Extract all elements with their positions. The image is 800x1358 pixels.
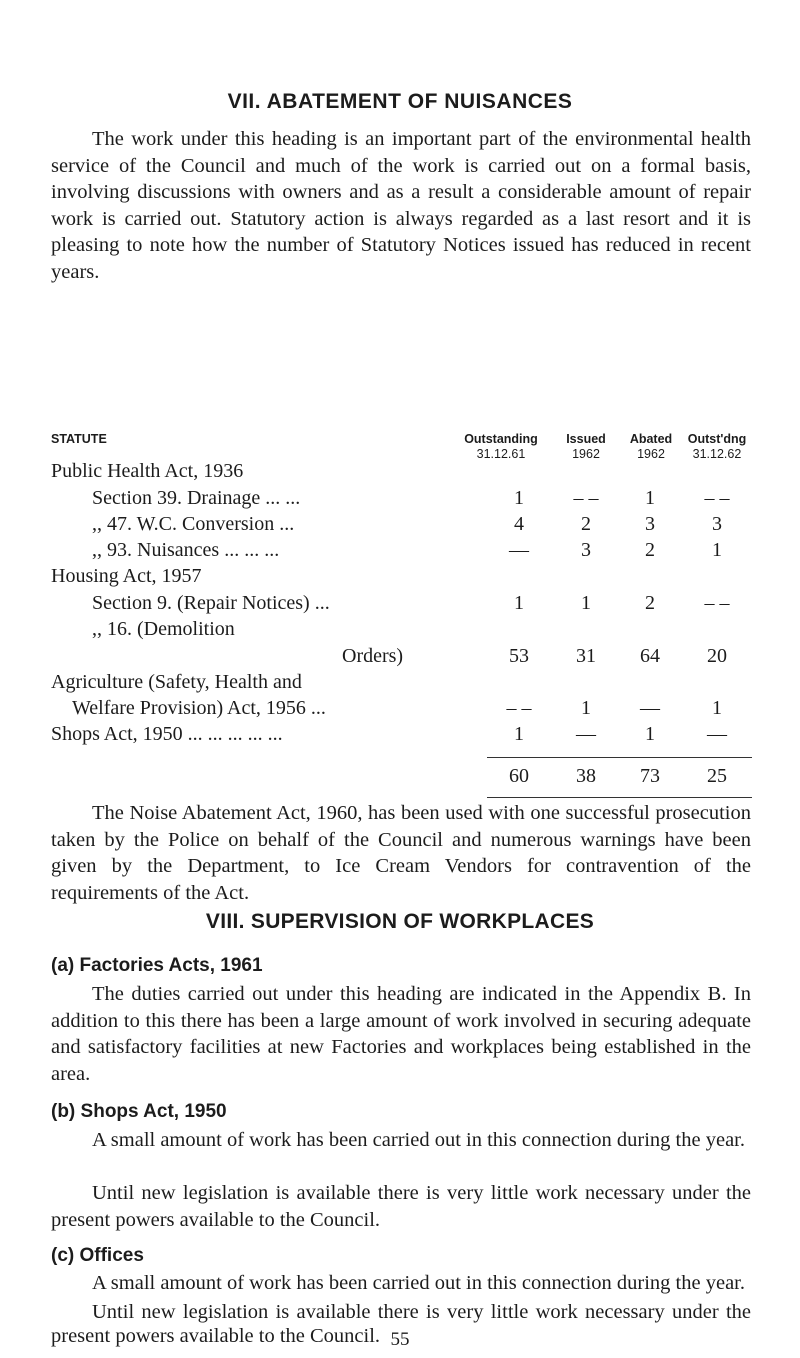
cell-issued: 2 [581, 513, 591, 535]
cell-abated: 1 [645, 487, 655, 509]
cell-abated: — [640, 697, 660, 719]
section-heading-workplaces: VIII. SUPERVISION OF WORKPLACES [205, 910, 595, 933]
row-label: Housing Act, 1957 [51, 565, 202, 587]
cell-issued: 3 [581, 539, 591, 561]
shops-paragraph-2: Until new legislation is available there is very little work necessary under the present powers available to the Council. [51, 1182, 751, 1231]
page-number: 55 [390, 1329, 410, 1350]
table-row [0, 645, 800, 672]
cell-outstanding-end: – – [704, 592, 730, 614]
row-label: Agriculture (Safety, Health and [51, 671, 302, 693]
totals-rule-top [487, 757, 752, 758]
total-abated: 73 [640, 765, 660, 787]
cell-outstanding-end: 3 [712, 513, 722, 535]
cell-outstanding-end: 20 [707, 645, 727, 667]
cell-outstanding: 53 [509, 645, 529, 667]
col-outstanding-header: Outstanding [464, 432, 538, 446]
col-abated-header: Abated [629, 432, 673, 446]
cell-issued: 31 [576, 645, 596, 667]
table-row [0, 565, 800, 592]
table-row [0, 513, 800, 540]
noise-paragraph: The Noise Abatement Act, 1960, has been used with one successful prosecution taken by the Police on behalf of the Council and numerous warnings have been given by the Department, to Ice Cream Vendors for contravention of the requirements of the Act. [51, 802, 751, 904]
cell-outstanding-end: 1 [712, 697, 722, 719]
col-outstanding-end-header: Outst'dng [687, 432, 747, 446]
intro-paragraph: The work under this heading is an important part of the environmental health service of the Council and much of the work is carried out on a formal basis, involving discussions with owners and as a result a considerable amount of repair work is carried out. Statutory action is always regarded as a last resort and it is pleasing to note how the number of Statutory Notices issued has reduced in recent years. [51, 128, 751, 283]
cell-issued: — [576, 723, 596, 745]
col-outstanding-end-date: 31.12.62 [692, 447, 742, 461]
table-row [0, 539, 800, 566]
col-issued-header: Issued [566, 432, 606, 446]
cell-abated: 2 [645, 592, 655, 614]
table-row [0, 671, 800, 698]
factories-paragraph: The duties carried out under this heading are indicated in the Appendix B. In addition to this there has been a large amount of work involved in securing adequate and satisfactory facilities at new Factories and workplaces being established in the area. [51, 983, 751, 1085]
row-label: ,, 16. (Demolition [92, 618, 235, 640]
cell-outstanding-end: 1 [712, 539, 722, 561]
row-label: Welfare Provision) Act, 1956 ... [72, 697, 326, 719]
table-row [0, 618, 800, 645]
cell-abated: 3 [645, 513, 655, 535]
col-statute-header: STATUTE [51, 432, 107, 446]
total-outstanding: 60 [509, 765, 529, 787]
table-row [0, 592, 800, 619]
offices-paragraph-1: A small amount of work has been carried out in this connection during the year. [92, 1272, 745, 1294]
cell-issued: 1 [581, 697, 591, 719]
row-label: Section 9. (Repair Notices) ... [92, 592, 330, 614]
row-label: Public Health Act, 1936 [51, 460, 244, 482]
cell-outstanding: – – [506, 697, 532, 719]
cell-outstanding: 4 [514, 513, 524, 535]
cell-abated: 1 [645, 723, 655, 745]
cell-outstanding: 1 [514, 723, 524, 745]
cell-outstanding-end: — [707, 723, 727, 745]
total-outstanding-end: 25 [707, 765, 727, 787]
cell-issued: 1 [581, 592, 591, 614]
row-label: ,, 47. W.C. Conversion ... [92, 513, 295, 535]
total-issued: 38 [576, 765, 596, 787]
table-row [0, 460, 800, 487]
subheading-factories: (a) Factories Acts, 1961 [51, 955, 263, 976]
col-abated-year: 1962 [637, 447, 665, 461]
col-issued-year: 1962 [572, 447, 600, 461]
table-row [0, 723, 800, 750]
row-label: Section 39. Drainage ... ... [92, 487, 301, 509]
totals-row [0, 765, 800, 792]
cell-outstanding-end: – – [704, 487, 730, 509]
cell-abated: 64 [640, 645, 660, 667]
col-outstanding-date: 31.12.61 [476, 447, 526, 461]
cell-issued: – – [573, 487, 599, 509]
row-label: ,, 93. Nuisances ... ... ... [92, 539, 280, 561]
shops-paragraph-1: A small amount of work has been carried out in this connection during the year. [92, 1129, 745, 1151]
totals-rule-bottom [487, 797, 752, 798]
subheading-shops: (b) Shops Act, 1950 [51, 1101, 227, 1122]
row-label: Orders) [342, 645, 404, 667]
section-heading-abatement: VII. ABATEMENT OF NUISANCES [227, 90, 573, 113]
table-row [0, 487, 800, 514]
cell-outstanding: 1 [514, 487, 524, 509]
table-row [0, 697, 800, 724]
cell-abated: 2 [645, 539, 655, 561]
cell-outstanding: 1 [514, 592, 524, 614]
cell-outstanding: — [509, 539, 529, 561]
subheading-offices: (c) Offices [51, 1245, 144, 1266]
row-label: Shops Act, 1950 ... ... ... ... ... [51, 723, 283, 745]
offices-paragraph-2: Until new legislation is available there is very little work necessary under the present powers available to the Council. [51, 1301, 751, 1347]
